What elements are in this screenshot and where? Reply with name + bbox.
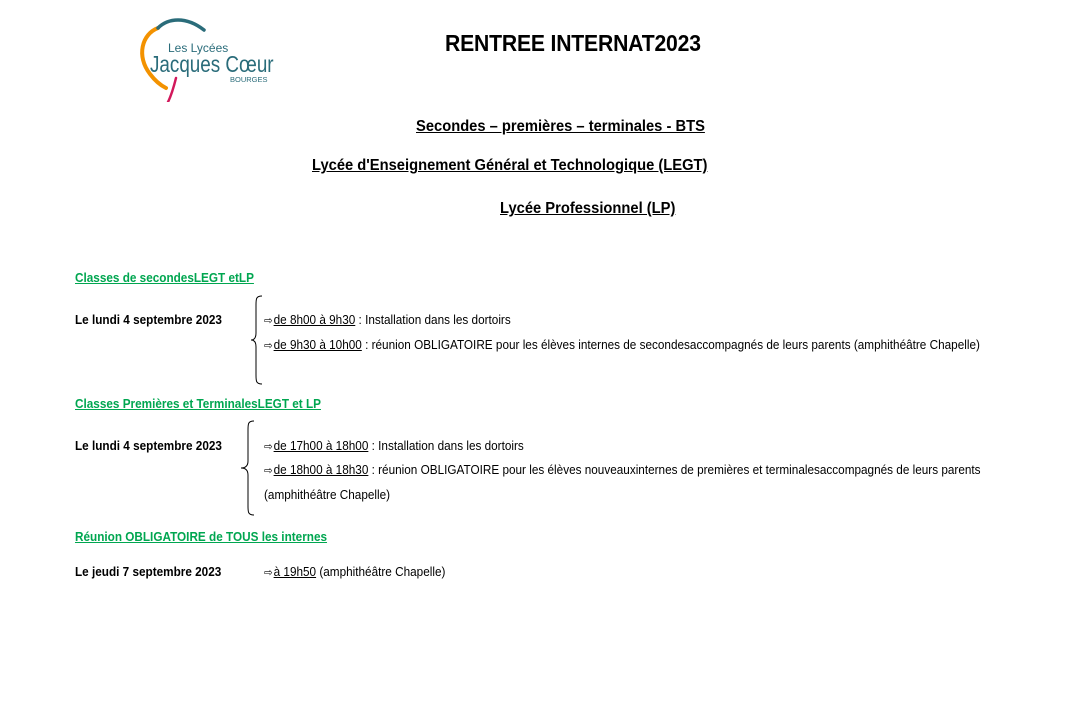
- line-text: (amphithéâtre Chapelle): [316, 565, 446, 579]
- brace-block2: [240, 420, 256, 516]
- arrow-icon: ⇨: [264, 339, 273, 352]
- line-text: : réunion OBLIGATOIRE pour les élèves internes de secondesaccompagnés de leurs parents (amphithéâtre Chapelle): [361, 338, 980, 352]
- time-range: de 18h00 à 18h30: [273, 463, 369, 477]
- line-text: : réunion OBLIGATOIRE pour les élèves nouveauxinternes de premières et terminalesaccompagnés de leurs parents: [368, 463, 981, 477]
- page-title: RENTREE INTERNAT2023: [445, 30, 701, 56]
- schedule-line-b2-continuation: (amphithéâtre Chapelle): [264, 488, 391, 502]
- subtitle-levels: Secondes – premières – terminales - BTS: [416, 118, 705, 135]
- schedule-line-b3-1: [264, 565, 445, 579]
- subtitle-legt: Lycée d'Enseignement Général et Technologique (LEGT): [312, 157, 708, 174]
- time-range: de 8h00 à 9h30: [273, 313, 356, 327]
- logo-teal-swoosh: [158, 20, 204, 30]
- logo-pink-swoosh: [168, 78, 176, 102]
- subtitle-lp: Lycée Professionnel (LP): [500, 200, 676, 217]
- schedule-line-b1-2: [264, 338, 980, 352]
- section-heading-premieres: Classes Premières et TerminalesLEGT et LP: [75, 397, 322, 411]
- arrow-icon: ⇨: [264, 314, 273, 327]
- time-range: à 19h50: [273, 565, 317, 579]
- time-range: de 17h00 à 18h00: [273, 439, 369, 453]
- schedule-line-b1-1: [264, 313, 511, 327]
- line-text: : Installation dans les dortoirs: [355, 313, 511, 327]
- logo-line2: Jacques Cœur: [150, 52, 274, 78]
- time-range: de 9h30 à 10h00: [273, 338, 362, 352]
- lycees-jacques-coeur-logo: [128, 16, 278, 102]
- date-block1: Le lundi 4 septembre 2023: [75, 313, 222, 327]
- logo-line1: Les Lycées: [168, 41, 229, 55]
- schedule-line-b2-1: [264, 439, 524, 453]
- arrow-icon: ⇨: [264, 440, 273, 453]
- schedule-line-b2-2: [264, 463, 981, 477]
- section-heading-reunion: Réunion OBLIGATOIRE de TOUS les internes: [75, 530, 328, 544]
- date-block3: Le jeudi 7 septembre 2023: [75, 565, 222, 579]
- arrow-icon: ⇨: [264, 464, 273, 477]
- section-heading-secondes: Classes de secondesLEGT etLP: [75, 271, 254, 285]
- line-text: : Installation dans les dortoirs: [368, 439, 524, 453]
- arrow-icon: ⇨: [264, 566, 273, 579]
- date-block2: Le lundi 4 septembre 2023: [75, 439, 222, 453]
- logo-line3: BOURGES: [230, 75, 268, 84]
